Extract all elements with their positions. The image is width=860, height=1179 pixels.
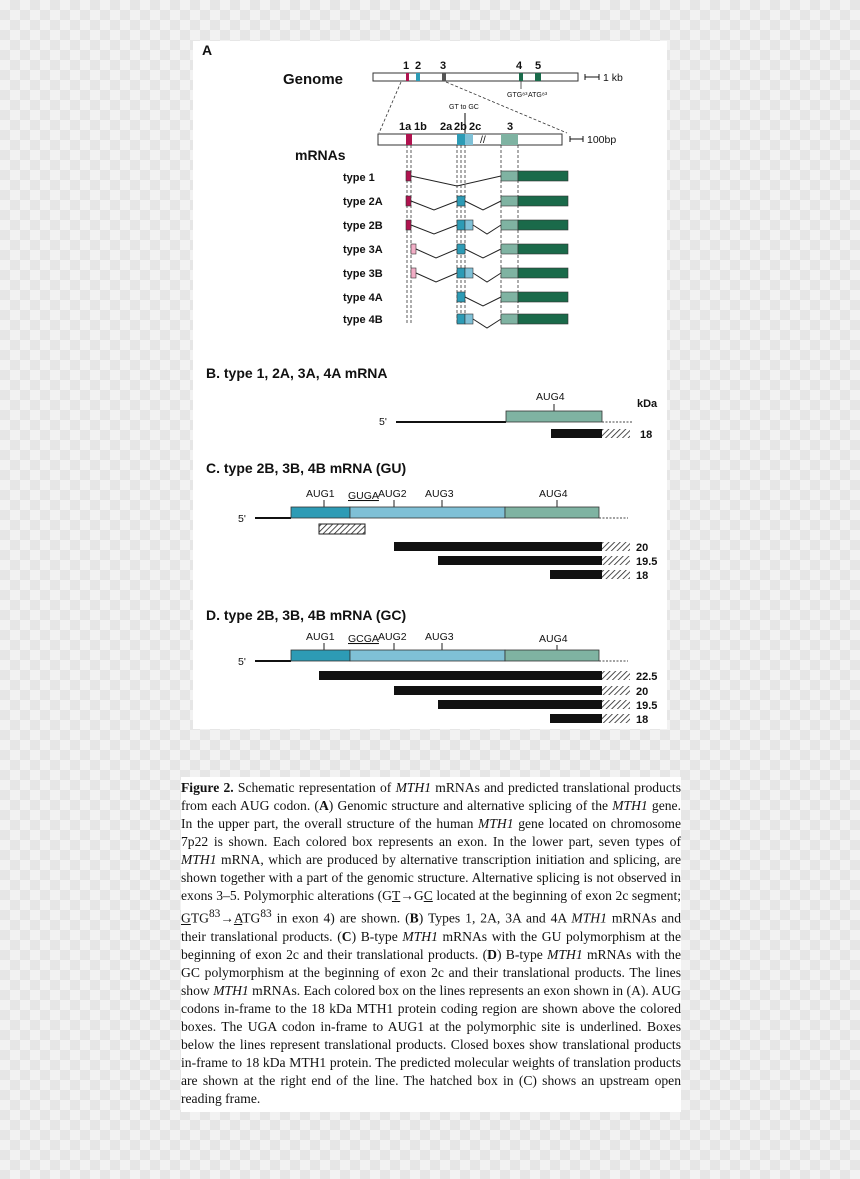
panel-d-product-22-5 (319, 671, 602, 680)
caption-panel-ref: B (409, 910, 419, 926)
figure-caption (181, 777, 681, 1112)
panel-d-product-20 (394, 686, 602, 695)
panel-d-product-19-5-label: 19.5 (636, 700, 658, 712)
caption-text: ) B-type (496, 946, 548, 962)
caption-text: →G (400, 888, 424, 903)
genome-exon-4 (519, 73, 523, 81)
gene-name: MTH1 (181, 852, 217, 867)
gtg-note: GTG⁸³ (507, 92, 528, 99)
caption-text: mRNAs and their translational products. ( (181, 910, 681, 944)
panel-b-product-18-label: 18 (640, 429, 653, 441)
figure-panel (193, 41, 667, 729)
gene-name: MTH1 (395, 780, 432, 795)
panel-b-kda: kDa (637, 398, 658, 410)
genome-exon-3 (442, 73, 446, 81)
panel-d-title: D. type 2B, 3B, 4B mRNA (GC) (206, 607, 407, 623)
caption-text: ) Types 1, 2A, 3A and 4A (418, 910, 572, 926)
panel-c-exon-2c (350, 507, 505, 518)
gene-name: MTH1 (213, 982, 249, 998)
caption-text: ) Genomic structure and alternative splicing of the (328, 798, 613, 813)
panel-c-product-19-5 (438, 556, 602, 565)
panel-d-product-18 (550, 714, 602, 723)
detail-label-3: 3 (507, 121, 514, 133)
caption-text: gene. In the upper part, the overall structure of the human (181, 798, 681, 831)
detail-exon-2c (465, 134, 473, 145)
panel-c-5prime: 5' (238, 513, 246, 525)
caption-text: gene located on chromosome 7p22 is shown. Each colored box represents an exon. In the lower part, seven types of (181, 816, 681, 849)
detail-label-1a: 1a (399, 121, 412, 133)
genome-exon-label-5: 5 (535, 60, 542, 72)
panel-b-aug4: AUG4 (536, 391, 565, 403)
type-label-3b: type 3B (343, 268, 383, 280)
caption-text: mRNAs with the GC polymorphism at the beginning of exon 2c and their translational products. The lines show (181, 946, 681, 998)
panel-c-exon-3 (505, 507, 599, 518)
panel-d-product-18-label: 18 (636, 714, 649, 726)
caption-text: TG (190, 910, 209, 926)
caption-text: located at the beginning of exon 2c segment; (432, 888, 681, 903)
type-label-2a: type 2A (343, 196, 383, 208)
detail-label-1b: 1b (414, 121, 427, 133)
scale-100bp-label: 100bp (587, 134, 617, 146)
panel-c-product-20-label: 20 (636, 542, 649, 554)
gt-gc-note: GT to GC (449, 104, 479, 111)
panel-c-uorf-hatched (319, 524, 365, 534)
caption-underlined: T (391, 888, 401, 903)
panel-c-aug1: AUG1 (306, 488, 335, 500)
caption-text: mRNAs. Each colored box on the lines represents an exon shown in (A). AUG codons in-frame to the 18 kDa MTH1 protein coding region are shown above the colored boxes. The UGA codon in-frame to AUG1 at the polymorphic site is underlined. Boxes below the lines represent translational products. Closed boxes show translational products in-frame to 18 kDa MTH1 protein. The predicted molecular weights of translation products are shown at the right end of the line. The hatched box in (C) shows an upstream open reading frame. (181, 982, 681, 1106)
caption-text: mRNA, which are produced by alternative transcription initiation and splicing, are shown together with a part of the genomic structure. Alternative splicing is not observed in exons 3–5. Polymorphic alterations (G (181, 852, 681, 903)
figure-diagram (193, 41, 667, 729)
panel-c-product-20 (394, 542, 602, 551)
detail-label-2b: 2b (454, 121, 467, 133)
panel-d-aug3: AUG3 (425, 631, 454, 643)
gene-name: MTH1 (478, 816, 514, 831)
caption-underlined: G (181, 910, 191, 926)
caption-panel-ref: A (318, 798, 329, 813)
break-mark: // (480, 134, 486, 146)
genome-exon-label-1: 1 (403, 60, 410, 72)
caption-superscript: 83 (260, 908, 272, 920)
panel-d-5prime: 5' (238, 656, 246, 668)
detail-label-2c: 2c (469, 121, 482, 133)
detail-exon-1a (406, 134, 412, 145)
panel-d-aug2: AUG2 (378, 631, 407, 643)
atg-note: ATG⁸³ (528, 92, 548, 99)
panel-c-aug4: AUG4 (539, 488, 568, 500)
type-label-4a: type 4A (343, 292, 383, 304)
panel-c-product-19-5-label: 19.5 (636, 556, 658, 568)
panel-b-exon-3 (506, 411, 602, 422)
genome-exon-label-3: 3 (440, 60, 447, 72)
panel-d-exon-3 (505, 650, 599, 661)
panel-d-aug4: AUG4 (539, 633, 568, 645)
type-label-4b: type 4B (343, 314, 383, 326)
type-label-3a: type 3A (343, 244, 383, 256)
caption-text: TG (242, 910, 261, 926)
panel-b-product-18 (551, 429, 602, 438)
panel-c-aug2: AUG2 (378, 488, 407, 500)
panel-c-title: C. type 2B, 3B, 4B mRNA (GU) (206, 460, 407, 476)
genome-exon-2 (416, 73, 420, 81)
gene-name: MTH1 (612, 798, 648, 813)
genome-exon-label-4: 4 (516, 60, 523, 72)
panel-c-aug3: AUG3 (425, 488, 454, 500)
type-label-1: type 1 (343, 172, 375, 184)
caption-panel-ref: D (487, 946, 497, 962)
genome-label: Genome (283, 71, 344, 88)
caption-underlined: C (423, 888, 433, 903)
caption-superscript: 83 (208, 908, 221, 920)
panel-d-exon-2c (350, 650, 505, 661)
panel-c-guga: GUGA (348, 490, 379, 502)
caption-text: → (220, 910, 234, 926)
caption-text: ) B-type (351, 928, 403, 944)
caption-underlined: A (233, 910, 243, 926)
panel-b-title: B. type 1, 2A, 3A, 4A mRNA (206, 365, 388, 381)
gene-name: MTH1 (571, 910, 607, 926)
scale-1kb-label: 1 kb (603, 72, 623, 84)
caption-panel-ref: C (341, 928, 352, 944)
genome-exon-5 (535, 73, 541, 81)
panel-d-exon-2b (291, 650, 350, 661)
genome-exon-label-2: 2 (415, 60, 422, 72)
panel-d-product-22-5-label: 22.5 (636, 671, 658, 683)
gene-name: MTH1 (547, 946, 583, 962)
panel-d-product-19-5 (438, 700, 602, 709)
genome-bar (373, 73, 578, 81)
mrnas-label: mRNAs (295, 147, 346, 163)
panel-c-product-18-label: 18 (636, 570, 649, 582)
caption-text: in exon 4) are shown. ( (271, 910, 410, 926)
panel-c-product-18 (550, 570, 602, 579)
panel-d-aug1: AUG1 (306, 631, 335, 643)
caption-text: Schematic representation of (233, 780, 396, 795)
detail-exon-3 (501, 134, 518, 145)
panel-a-letter: A (202, 42, 213, 58)
genome-exon-1 (406, 73, 409, 81)
detail-label-2a: 2a (440, 121, 453, 133)
detail-exon-2ab (457, 134, 465, 145)
panel-b-5prime: 5' (379, 416, 387, 428)
type-label-2b: type 2B (343, 220, 383, 232)
panel-c-exon-2b (291, 507, 350, 518)
caption-text: mRNAs with the GU polymorphism at the beginning of exon 2c and their translational products. ( (181, 928, 681, 962)
gene-name: MTH1 (402, 928, 438, 944)
caption-text: mRNAs and predicted translational products from each AUG codon. ( (181, 780, 681, 813)
panel-d-gcga: GCGA (348, 633, 379, 645)
panel-d-product-20-label: 20 (636, 686, 649, 698)
caption-label: Figure 2. (181, 780, 234, 795)
